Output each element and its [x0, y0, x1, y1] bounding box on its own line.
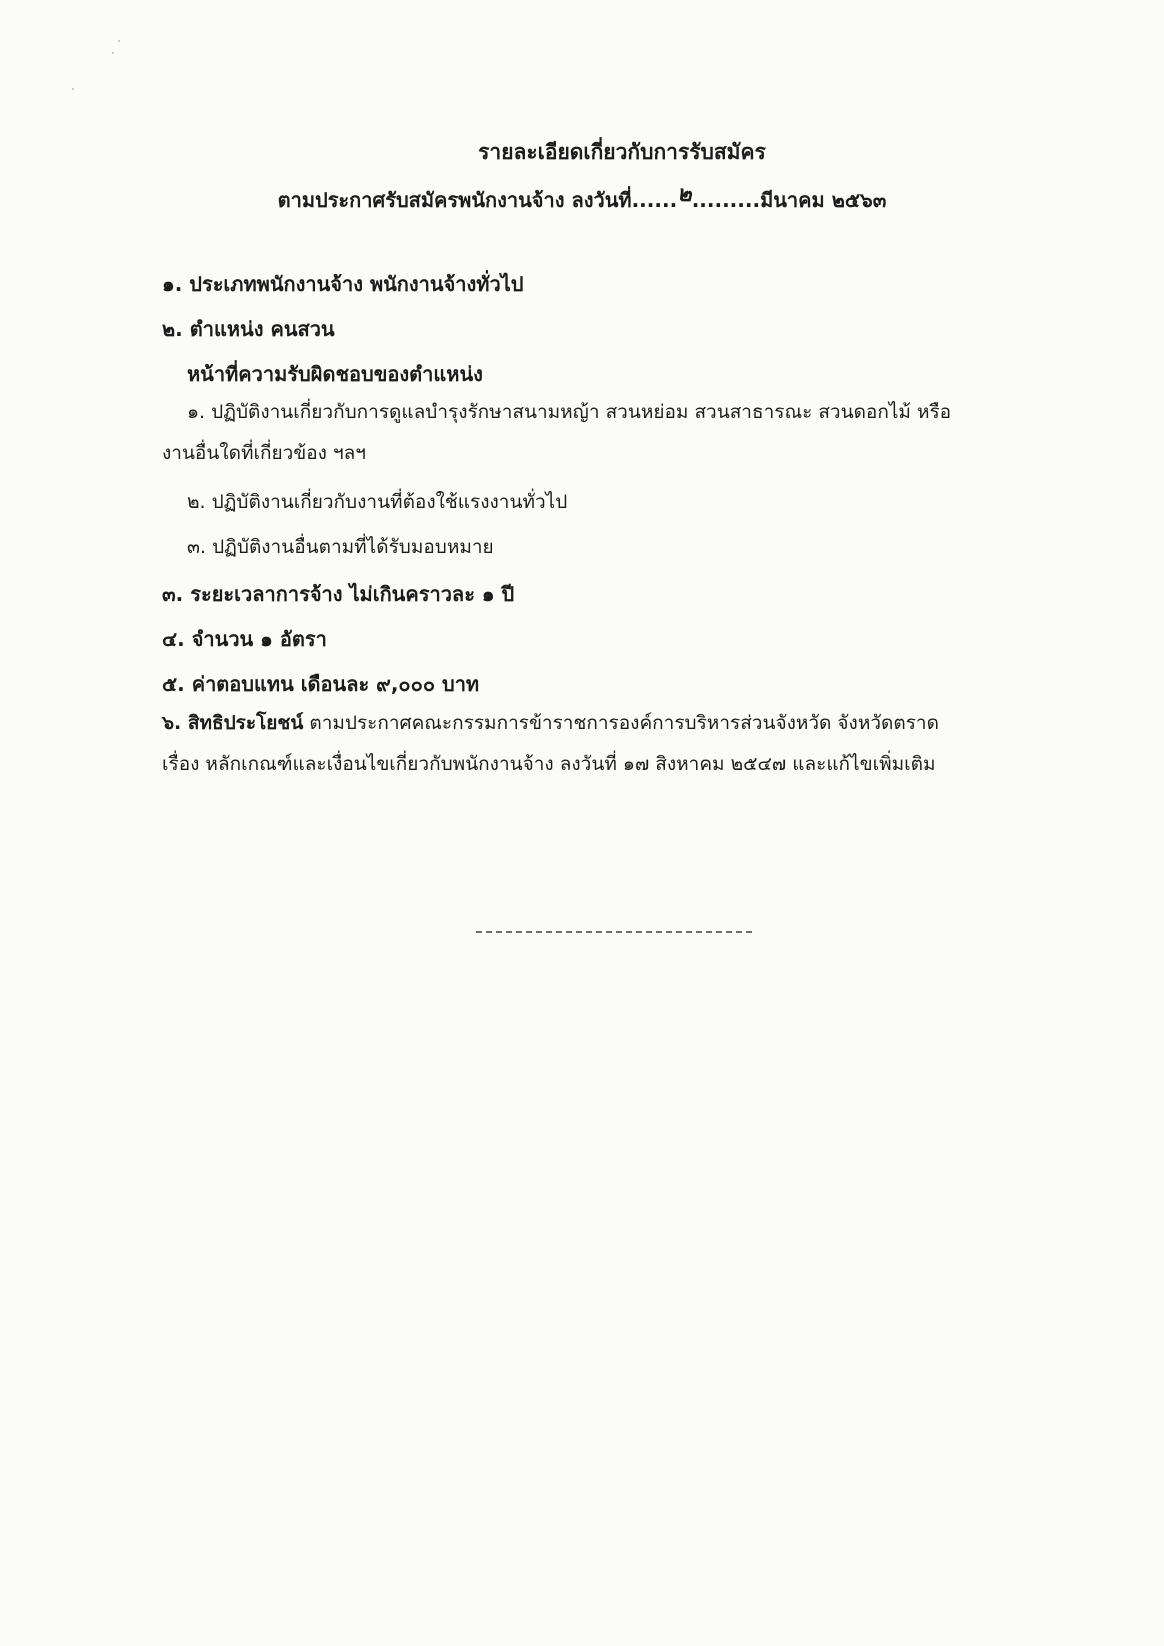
duty-3: ๓. ปฏิบัติงานอื่นตามที่ได้รับมอบหมาย	[187, 536, 494, 558]
subtitle-dots-after: .........	[691, 188, 761, 212]
section-compensation: ๕. ค่าตอบแทน เดือนละ ๙,๐๐๐ บาท	[162, 672, 480, 696]
duty-1-line-2: งานอื่นใดที่เกี่ยวข้อง ฯลฯ	[162, 442, 366, 464]
benefits-line-2: เรื่อง หลักเกณฑ์และเงื่อนไขเกี่ยวกับพนักงานจ้าง ลงวันที่ ๑๗ สิงหาคม ๒๕๔๗ และแก้ไขเพิ่มเติม	[162, 753, 936, 775]
section-employee-type: ๑. ประเภทพนักงานจ้าง พนักงานจ้างทั่วไป	[162, 272, 524, 296]
end-divider	[476, 931, 752, 933]
subtitle-dots-before: ......	[631, 188, 678, 212]
scan-speck	[118, 40, 120, 42]
duty-1-line-1: ๑. ปฏิบัติงานเกี่ยวกับการดูแลบำรุงรักษาสนามหญ้า สวนหย่อม สวนสาธารณะ สวนดอกไม้ หรือ	[187, 401, 952, 423]
section-position: ๒. ตำแหน่ง คนสวน	[162, 317, 335, 341]
duty-1	[162, 392, 1072, 474]
scan-speck	[112, 52, 114, 54]
benefits-label: ๖. สิทธิประโยชน์	[162, 712, 304, 734]
benefits-text-1: ตามประกาศคณะกรรมการข้าราชการองค์การบริหารส่วนจังหวัด จังหวัดตราด	[303, 712, 939, 734]
subtitle-suffix: มีนาคม ๒๕๖๓	[760, 188, 887, 212]
duty-2: ๒. ปฏิบัติงานเกี่ยวกับงานที่ต้องใช้แรงงานทั่วไป	[187, 491, 568, 513]
section-employment-period: ๓. ระยะเวลาการจ้าง ไม่เกินคราวละ ๑ ปี	[162, 582, 515, 606]
scan-speck	[72, 88, 74, 90]
subtitle-prefix: ตามประกาศรับสมัครพนักงานจ้าง ลงวันที่	[277, 188, 632, 212]
duties-heading: หน้าที่ความรับผิดชอบของตำแหน่ง	[187, 362, 483, 386]
document-subtitle	[0, 182, 1164, 217]
section-headcount: ๔. จำนวน ๑ อัตรา	[162, 627, 327, 651]
section-benefits	[162, 703, 1072, 785]
document-title: รายละเอียดเกี่ยวกับการรับสมัคร	[478, 140, 766, 164]
benefits-line-1	[162, 703, 1072, 744]
handwritten-day: ๒	[677, 181, 692, 207]
